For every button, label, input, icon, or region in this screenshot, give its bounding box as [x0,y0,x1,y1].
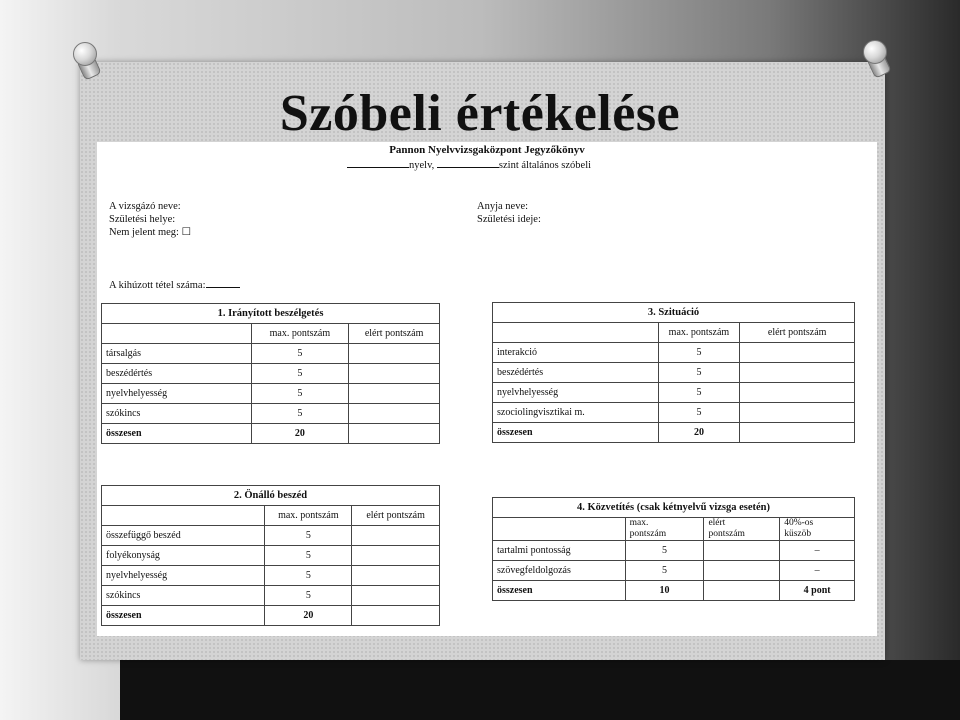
column-header-earned: elért pontszám [352,506,440,526]
field-mother-name: Anyja neve: [477,201,529,212]
level-blank [437,158,499,168]
earned-cell[interactable] [740,403,855,423]
column-header-max: max. pontszám [658,323,740,343]
earned-cell[interactable] [349,384,440,404]
table-guided-conversation [101,303,440,444]
column-header-threshold: 40%-os küszöb [780,518,855,541]
table-row: beszédértés 5 [102,364,440,384]
column-header-earned: elért pontszám [704,518,780,541]
candidate-fields [109,200,191,239]
pushpin-icon-left [70,42,104,76]
table-row: szövegfeldolgozás 5 – [493,561,855,581]
table-row: nyelvhelyesség 5 [102,384,440,404]
field-birth-date: Születési ideje: [477,214,541,225]
earned-cell[interactable] [740,383,855,403]
earned-cell[interactable] [349,364,440,384]
table-total-row: összesen 20 [102,424,440,444]
column-header-max: max. pontszám [265,506,352,526]
field-absent: Nem jelent meg: ☐ [109,227,192,238]
table-situation [492,302,855,443]
table-row: szókincs 5 [102,586,440,606]
table-row: szókincs 5 [102,404,440,424]
table-row: beszédértés 5 [493,363,855,383]
drawn-item-field: A kihúzott tétel száma: [109,278,240,291]
table-row: összefüggő beszéd 5 [102,526,440,546]
table-caption: 3. Szituáció [493,303,855,323]
table-row: folyékonyság 5 [102,546,440,566]
earned-cell[interactable] [704,541,780,561]
earned-cell[interactable] [352,606,440,626]
table-row: tartalmi pontosság 5 – [493,541,855,561]
earned-cell[interactable] [740,363,855,383]
field-candidate-name: A vizsgázó neve: [109,201,181,212]
subtitle-language: nyelv, [409,160,435,171]
table-total-row: összesen 20 [493,423,855,443]
table-mediation [492,497,855,601]
table-row: nyelvhelyesség 5 [102,566,440,586]
earned-cell[interactable] [704,581,780,601]
table-row: társalgás 5 [102,344,440,364]
table-total-row: összesen 20 [102,606,440,626]
earned-cell[interactable] [740,423,855,443]
table-caption: 1. Irányított beszélgetés [102,304,440,324]
table-independent-speech [101,485,440,626]
document-subtitle [347,158,591,171]
table-caption: 2. Önálló beszéd [102,486,440,506]
table-row: nyelvhelyesség 5 [493,383,855,403]
background-strip [120,660,960,720]
earned-cell[interactable] [740,343,855,363]
drawn-item-blank [206,278,240,288]
earned-cell[interactable] [349,404,440,424]
earned-cell[interactable] [704,561,780,581]
column-header-max: max. pontszám [251,324,349,344]
column-header-max: max. pontszám [625,518,704,541]
slide-title: Szóbeli értékelése [279,85,681,142]
earned-cell[interactable] [352,526,440,546]
protocol-document [97,142,877,636]
table-total-row: összesen 10 4 pont [493,581,855,601]
parent-fields [477,200,541,226]
earned-cell[interactable] [352,586,440,606]
subtitle-level: szint általános szóbeli [498,160,592,171]
column-header-earned: elért pontszám [349,324,440,344]
field-birth-place: Születési helye: [109,214,176,225]
column-header-earned: elért pontszám [740,323,855,343]
earned-cell[interactable] [352,546,440,566]
table-row: szociolingvisztikai m. 5 [493,403,855,423]
language-blank [347,158,409,168]
earned-cell[interactable] [352,566,440,586]
document-title: Pannon Nyelvvizsgaközpont Jegyzőkönyv [389,144,585,156]
pushpin-icon-right [860,40,894,74]
table-row: interakció 5 [493,343,855,363]
table-caption: 4. Közvetítés (csak kétnyelvű vizsga esetén) [493,498,855,518]
earned-cell[interactable] [349,344,440,364]
earned-cell[interactable] [349,424,440,444]
